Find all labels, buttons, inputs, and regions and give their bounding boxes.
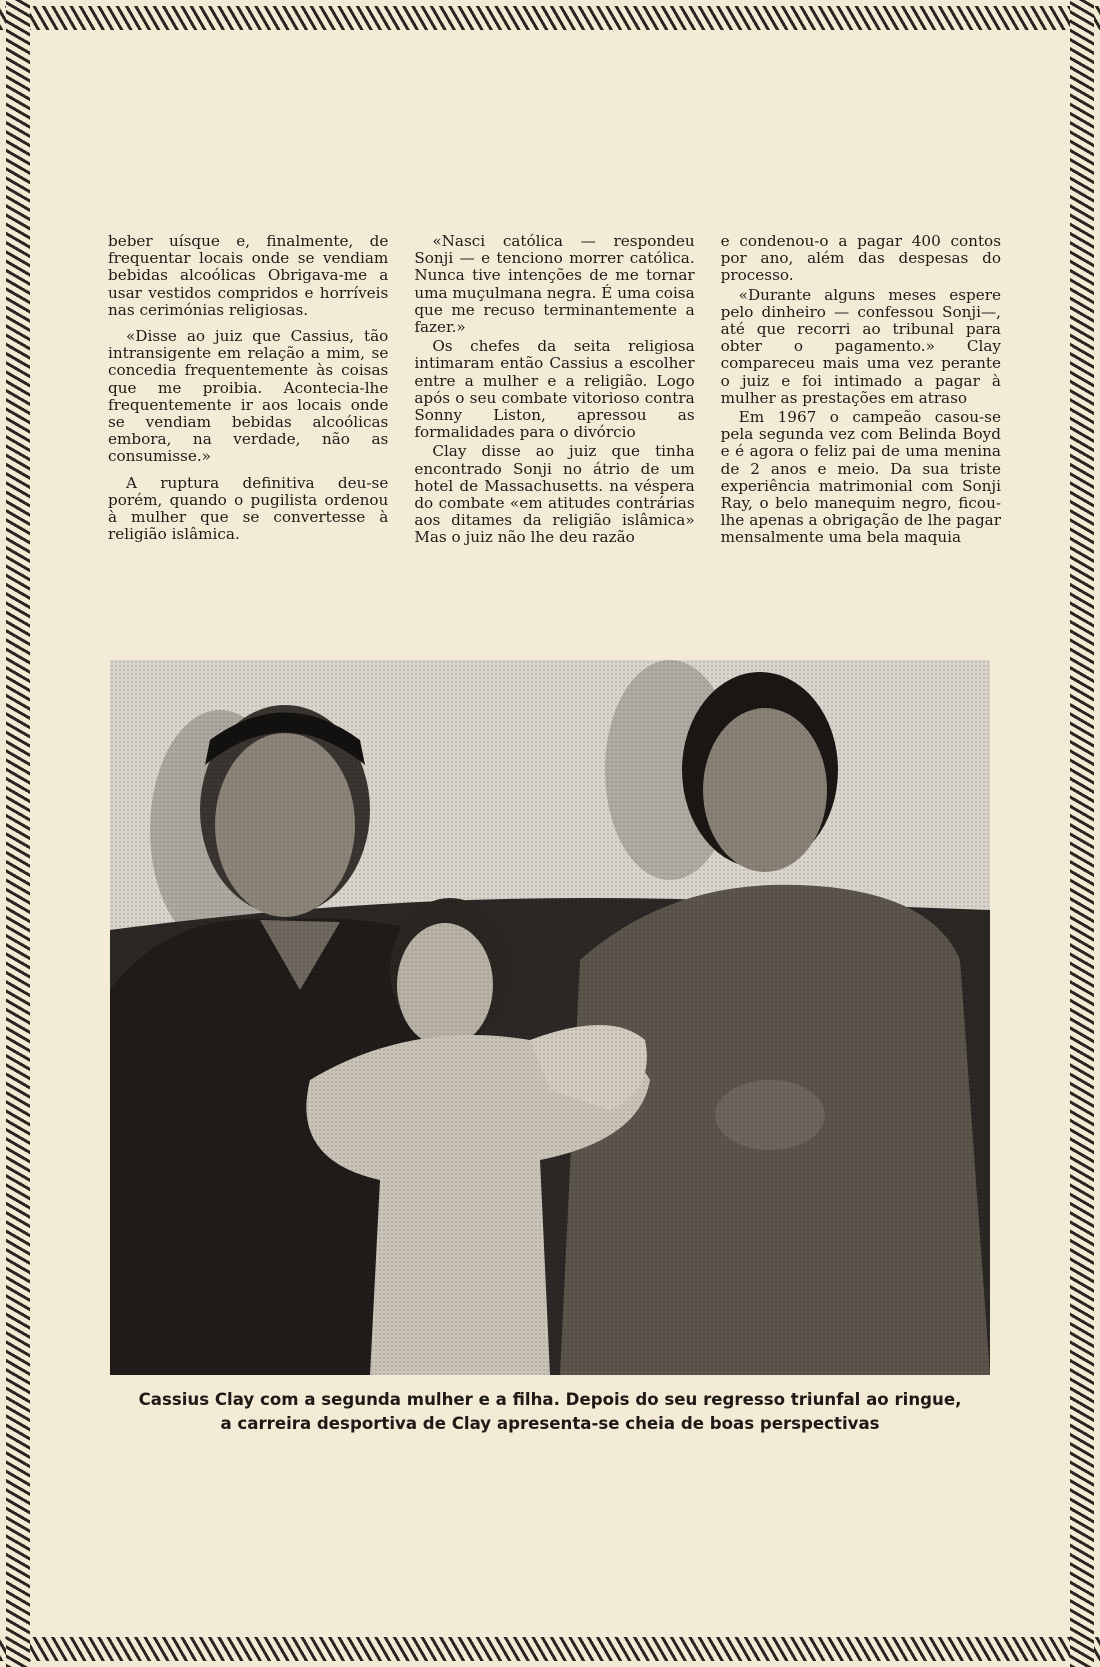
hatched-border-top [0,6,1100,30]
paragraph: beber uísque e, finalmente, de frequentar locais onde se vendiam bebidas alcoólicas Obrigava-me a usar vestidos compridos e horríveis nas cerimónias religiosas. [108,232,389,319]
hatched-border-left [6,0,30,1667]
family-photo-illustration [110,660,990,1375]
caption-line-2: a carreira desportiva de Clay apresenta-se cheia de boas perspectivas [220,1414,880,1433]
article-column-1 [108,233,388,633]
hatched-border-right [1070,0,1094,1667]
article-column-3 [721,233,1001,633]
paragraph: «Nasci católica — respondeu Sonji — e tenciono morrer católica. Nunca tive intenções de me tornar uma muçulmana negra. É uma coisa que me recuso terminantemente a fazer.» [414,232,695,337]
paragraph: Em 1967 o campeão casou-se pela segunda vez com Belinda Boyd e é agora o feliz pai de uma menina de 2 anos e meio. Da sua triste experiência matrimonial com Sonji Ray, o belo manequim negro, ficou-lhe apenas a obrigação de lhe pagar mensalmente uma bela maquia [720,408,1001,547]
article-column-2 [414,233,694,633]
paragraph: Os chefes da seita religiosa intimaram então Cassius a escolher entre a mulher e a religião. Logo após o seu combate vitorioso contra Sonny Liston, apressou as formalidades para o divórcio [414,337,695,442]
paragraph: Clay disse ao juiz que tinha encontrado Sonji no átrio de um hotel de Massachusetts. na véspera do combate «em atitudes contrárias aos ditames da religião islâmica» Mas o juiz não lhe deu razão [414,442,695,547]
article-body [108,233,1001,633]
family-photo [110,660,990,1375]
caption-line-1: Cassius Clay com a segunda mulher e a filha. Depois do seu regresso triunfal ao ringue, [138,1390,962,1409]
paragraph: «Disse ao juiz que Cassius, tão intransigente em relação a mim, se concedia frequentemente às coisas que me proibia. Acontecia-lhe frequentemente ir aos locais onde se vendiam bebidas alcoólicas embora, na verdade, não as consumisse.» [108,327,389,466]
paragraph: A ruptura definitiva deu-se porém, quando o pugilista ordenou à mulher que se convertesse à religião islâmica. [108,473,389,544]
paragraph: «Durante alguns meses espere pelo dinheiro — confessou Sonji—, até que recorri ao tribunal para obter o pagamento.» Clay compareceu mais uma vez perante o juiz e foi intimado a pagar à mulher as prestações em atraso [720,285,1001,407]
photo-caption [100,1388,1000,1436]
paragraph: e condenou-o a pagar 400 contos por ano, além das despesas do processo. [720,232,1001,285]
hatched-border-bottom [0,1637,1100,1661]
